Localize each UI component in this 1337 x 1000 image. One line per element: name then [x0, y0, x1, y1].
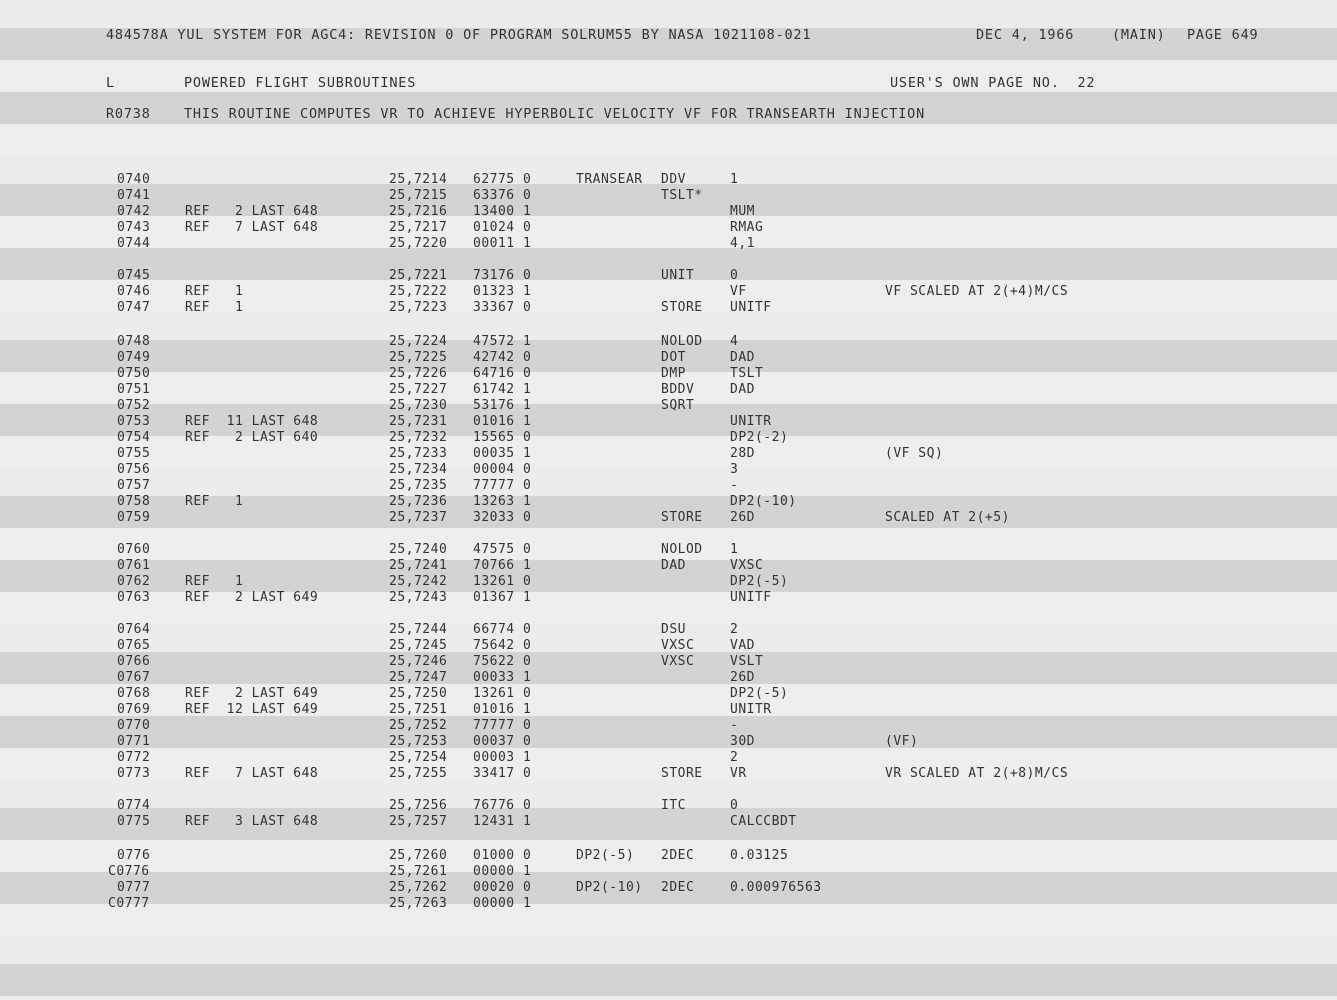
row-comment: (VF SQ)	[885, 446, 944, 461]
row-line-number: 0771	[117, 734, 151, 749]
row-address: 25,7236	[389, 494, 448, 509]
row-operand: 4	[730, 334, 739, 349]
row-operand: -	[730, 478, 739, 493]
row-address: 25,7260	[389, 848, 448, 863]
row-octal-word: 62775 0	[473, 172, 532, 187]
row-operand: DP2(-5)	[730, 686, 789, 701]
listing-page-number: PAGE 649	[1187, 27, 1259, 43]
row-line-number: 0760	[117, 542, 151, 557]
row-address: 25,7231	[389, 414, 448, 429]
row-octal-word: 66774 0	[473, 622, 532, 637]
row-ref-column: REF 2 LAST 649	[185, 590, 319, 605]
row-opcode: STORE	[661, 766, 703, 781]
listing-header-title: 484578A YUL SYSTEM FOR AGC4: REVISION 0 OF PROGRAM SOLRUM55 BY NASA 1021108-021	[106, 27, 812, 43]
row-address: 25,7221	[389, 268, 448, 283]
row-line-number: 0774	[117, 798, 151, 813]
routine-comment: THIS ROUTINE COMPUTES VR TO ACHIEVE HYPERBOLIC VELOCITY VF FOR TRANSEARTH INJECTION	[184, 106, 925, 122]
row-address: 25,7233	[389, 446, 448, 461]
row-operand: RMAG	[730, 220, 764, 235]
row-octal-word: 01323 1	[473, 284, 532, 299]
row-address: 25,7251	[389, 702, 448, 717]
row-octal-word: 00000 1	[473, 864, 532, 879]
row-octal-word: 53176 1	[473, 398, 532, 413]
row-line-number: 0748	[117, 334, 151, 349]
row-opcode: DAD	[661, 558, 686, 573]
row-operand: 0	[730, 268, 739, 283]
row-operand: 2	[730, 622, 739, 637]
row-octal-word: 01016 1	[473, 702, 532, 717]
row-ref-column: REF 2 LAST 649	[185, 686, 319, 701]
row-operand: 1	[730, 172, 739, 187]
row-octal-word: 76776 0	[473, 798, 532, 813]
row-address: 25,7250	[389, 686, 448, 701]
row-octal-word: 77777 0	[473, 478, 532, 493]
row-operand: 28D	[730, 446, 755, 461]
row-address: 25,7235	[389, 478, 448, 493]
row-address: 25,7223	[389, 300, 448, 315]
row-line-number: 0751	[117, 382, 151, 397]
row-line-number: 0743	[117, 220, 151, 235]
row-ref-column: REF 11 LAST 648	[185, 414, 319, 429]
row-line-number: 0777	[117, 880, 151, 895]
row-octal-word: 00033 1	[473, 670, 532, 685]
row-address: 25,7230	[389, 398, 448, 413]
row-ref-column: REF 7 LAST 648	[185, 220, 319, 235]
row-operand: VSLT	[730, 654, 764, 669]
row-address: 25,7216	[389, 204, 448, 219]
row-line-number: 0762	[117, 574, 151, 589]
row-line-number: 0765	[117, 638, 151, 653]
row-ref-column: REF 1	[185, 574, 244, 589]
row-octal-word: 00035 1	[473, 446, 532, 461]
row-octal-word: 63376 0	[473, 188, 532, 203]
row-opcode: TSLT*	[661, 188, 703, 203]
row-operand: 0.000976563	[730, 880, 822, 895]
row-line-number: 0761	[117, 558, 151, 573]
row-line-number: C0777	[108, 896, 150, 911]
row-line-number: 0755	[117, 446, 151, 461]
row-line-number: 0776	[117, 848, 151, 863]
row-ref-column: REF 2 LAST 640	[185, 430, 319, 445]
row-octal-word: 77777 0	[473, 718, 532, 733]
row-address: 25,7252	[389, 718, 448, 733]
row-operand: DP2(-2)	[730, 430, 789, 445]
row-opcode: STORE	[661, 510, 703, 525]
row-opcode: VXSC	[661, 654, 695, 669]
row-address: 25,7240	[389, 542, 448, 557]
row-opcode: DMP	[661, 366, 686, 381]
row-octal-word: 01016 1	[473, 414, 532, 429]
row-line-number: 0775	[117, 814, 151, 829]
row-line-number: 0757	[117, 478, 151, 493]
row-opcode: SQRT	[661, 398, 695, 413]
listing-main-tag: (MAIN)	[1112, 27, 1166, 43]
row-line-number: 0745	[117, 268, 151, 283]
row-address: 25,7263	[389, 896, 448, 911]
routine-id: R0738	[106, 106, 151, 122]
row-address: 25,7215	[389, 188, 448, 203]
row-opcode: BDDV	[661, 382, 695, 397]
row-line-number: 0756	[117, 462, 151, 477]
row-operand: 3	[730, 462, 739, 477]
row-octal-word: 47572 1	[473, 334, 532, 349]
row-address: 25,7246	[389, 654, 448, 669]
row-line-number: C0776	[108, 864, 150, 879]
row-line-number: 0746	[117, 284, 151, 299]
row-line-number: 0752	[117, 398, 151, 413]
row-octal-word: 73176 0	[473, 268, 532, 283]
row-octal-word: 12431 1	[473, 814, 532, 829]
row-operand: VXSC	[730, 558, 764, 573]
row-opcode: NOLOD	[661, 542, 703, 557]
row-octal-word: 47575 0	[473, 542, 532, 557]
row-octal-word: 42742 0	[473, 350, 532, 365]
row-ref-column: REF 1	[185, 284, 244, 299]
row-ref-column: REF 1	[185, 300, 244, 315]
row-operand: DP2(-10)	[730, 494, 797, 509]
row-comment: SCALED AT 2(+5)	[885, 510, 1010, 525]
row-opcode: UNIT	[661, 268, 695, 283]
row-address: 25,7217	[389, 220, 448, 235]
row-address: 25,7237	[389, 510, 448, 525]
row-operand: DAD	[730, 350, 755, 365]
row-address: 25,7227	[389, 382, 448, 397]
user-page-number: USER'S OWN PAGE NO. 22	[890, 75, 1096, 91]
row-operand: TSLT	[730, 366, 764, 381]
row-address: 25,7214	[389, 172, 448, 187]
row-operand: VR	[730, 766, 747, 781]
row-opcode: DDV	[661, 172, 686, 187]
row-ref-column: REF 2 LAST 648	[185, 204, 319, 219]
row-octal-word: 32033 0	[473, 510, 532, 525]
row-address: 25,7244	[389, 622, 448, 637]
row-line-number: 0754	[117, 430, 151, 445]
row-comment: VF SCALED AT 2(+4)M/CS	[885, 284, 1069, 299]
row-line-number: 0759	[117, 510, 151, 525]
row-line-number: 0749	[117, 350, 151, 365]
row-line-number: 0764	[117, 622, 151, 637]
row-operand: -	[730, 718, 739, 733]
row-label: DP2(-5)	[576, 848, 635, 863]
row-ref-column: REF 3 LAST 648	[185, 814, 319, 829]
row-line-number: 0773	[117, 766, 151, 781]
row-octal-word: 61742 1	[473, 382, 532, 397]
row-address: 25,7222	[389, 284, 448, 299]
row-address: 25,7253	[389, 734, 448, 749]
row-address: 25,7254	[389, 750, 448, 765]
row-operand: 4,1	[730, 236, 755, 251]
row-label: DP2(-10)	[576, 880, 643, 895]
row-operand: VF	[730, 284, 747, 299]
row-operand: UNITR	[730, 702, 772, 717]
row-operand: 30D	[730, 734, 755, 749]
row-ref-column: REF 7 LAST 648	[185, 766, 319, 781]
row-octal-word: 01024 0	[473, 220, 532, 235]
row-address: 25,7256	[389, 798, 448, 813]
row-opcode: DOT	[661, 350, 686, 365]
row-octal-word: 75622 0	[473, 654, 532, 669]
row-octal-word: 13400 1	[473, 204, 532, 219]
row-octal-word: 75642 0	[473, 638, 532, 653]
row-octal-word: 00003 1	[473, 750, 532, 765]
row-octal-word: 13261 0	[473, 574, 532, 589]
row-opcode: ITC	[661, 798, 686, 813]
row-opcode: 2DEC	[661, 848, 695, 863]
row-operand: UNITF	[730, 300, 772, 315]
row-operand: MUM	[730, 204, 755, 219]
row-octal-word: 00004 0	[473, 462, 532, 477]
row-operand: DAD	[730, 382, 755, 397]
row-address: 25,7225	[389, 350, 448, 365]
row-address: 25,7247	[389, 670, 448, 685]
row-ref-column: REF 1	[185, 494, 244, 509]
row-address: 25,7261	[389, 864, 448, 879]
row-line-number: 0772	[117, 750, 151, 765]
row-line-number: 0758	[117, 494, 151, 509]
row-line-number: 0747	[117, 300, 151, 315]
row-line-number: 0766	[117, 654, 151, 669]
row-address: 25,7224	[389, 334, 448, 349]
row-label: TRANSEAR	[576, 172, 643, 187]
row-operand: 0.03125	[730, 848, 789, 863]
row-operand: VAD	[730, 638, 755, 653]
row-comment: VR SCALED AT 2(+8)M/CS	[885, 766, 1069, 781]
row-operand: 1	[730, 542, 739, 557]
row-operand: DP2(-5)	[730, 574, 789, 589]
row-address: 25,7242	[389, 574, 448, 589]
row-line-number: 0767	[117, 670, 151, 685]
row-line-number: 0744	[117, 236, 151, 251]
row-operand: 2	[730, 750, 739, 765]
row-line-number: 0763	[117, 590, 151, 605]
row-address: 25,7262	[389, 880, 448, 895]
row-address: 25,7241	[389, 558, 448, 573]
row-octal-word: 33367 0	[473, 300, 532, 315]
row-comment: (VF)	[885, 734, 919, 749]
row-octal-word: 13261 0	[473, 686, 532, 701]
row-line-number: 0770	[117, 718, 151, 733]
section-title: POWERED FLIGHT SUBROUTINES	[184, 75, 417, 91]
row-ref-column: REF 12 LAST 649	[185, 702, 319, 717]
row-octal-word: 01367 1	[473, 590, 532, 605]
row-address: 25,7255	[389, 766, 448, 781]
row-address: 25,7245	[389, 638, 448, 653]
row-operand: 0	[730, 798, 739, 813]
row-opcode: VXSC	[661, 638, 695, 653]
row-address: 25,7257	[389, 814, 448, 829]
row-octal-word: 13263 1	[473, 494, 532, 509]
row-line-number: 0768	[117, 686, 151, 701]
row-octal-word: 01000 0	[473, 848, 532, 863]
row-octal-word: 64716 0	[473, 366, 532, 381]
row-opcode: STORE	[661, 300, 703, 315]
row-line-number: 0769	[117, 702, 151, 717]
row-address: 25,7232	[389, 430, 448, 445]
row-octal-word: 70766 1	[473, 558, 532, 573]
row-operand: CALCCBDT	[730, 814, 797, 829]
row-operand: UNITF	[730, 590, 772, 605]
row-octal-word: 33417 0	[473, 766, 532, 781]
row-line-number: 0741	[117, 188, 151, 203]
row-line-number: 0740	[117, 172, 151, 187]
row-octal-word: 00037 0	[473, 734, 532, 749]
row-line-number: 0742	[117, 204, 151, 219]
row-octal-word: 00000 1	[473, 896, 532, 911]
row-address: 25,7234	[389, 462, 448, 477]
row-line-number: 0753	[117, 414, 151, 429]
row-operand: UNITR	[730, 414, 772, 429]
row-octal-word: 00011 1	[473, 236, 532, 251]
listing-date: DEC 4, 1966	[976, 27, 1075, 43]
row-address: 25,7243	[389, 590, 448, 605]
row-opcode: DSU	[661, 622, 686, 637]
row-line-number: 0750	[117, 366, 151, 381]
row-opcode: 2DEC	[661, 880, 695, 895]
section-letter: L	[106, 75, 115, 91]
row-operand: 26D	[730, 670, 755, 685]
row-operand: 26D	[730, 510, 755, 525]
row-opcode: NOLOD	[661, 334, 703, 349]
row-address: 25,7220	[389, 236, 448, 251]
row-octal-word: 00020 0	[473, 880, 532, 895]
row-address: 25,7226	[389, 366, 448, 381]
row-octal-word: 15565 0	[473, 430, 532, 445]
